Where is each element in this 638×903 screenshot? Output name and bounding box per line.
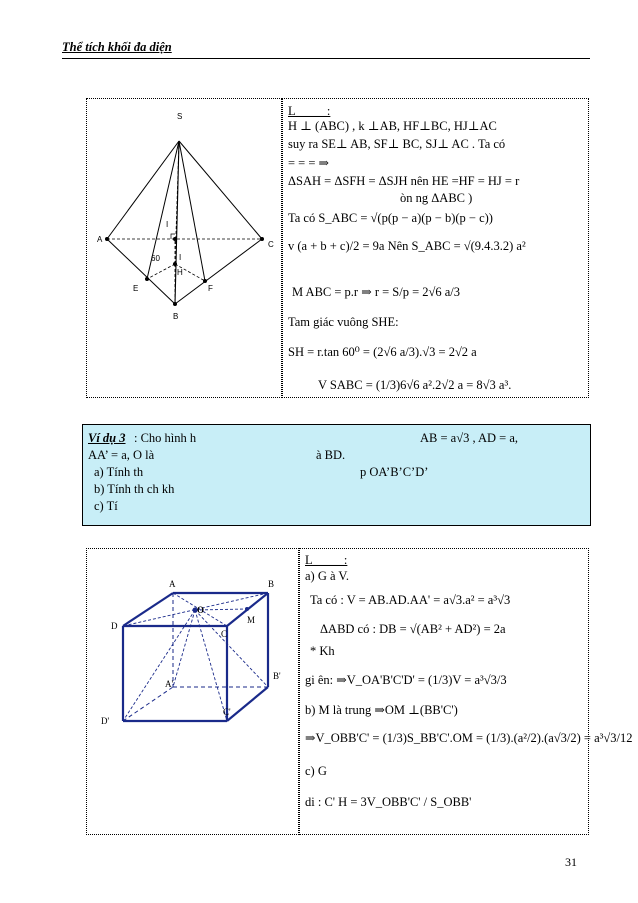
top-solution-line-2: suy ra SE⊥ AB, SF⊥ BC, SJ⊥ AC . Ta có bbox=[288, 137, 506, 151]
point-B bbox=[173, 302, 177, 306]
top-solution-line-3: = = = ⇒ bbox=[288, 156, 329, 170]
bottom-solution-line-4: * Kh bbox=[310, 644, 335, 658]
edge-D'A' bbox=[123, 687, 173, 721]
example-title: Ví dụ 3 bbox=[88, 431, 126, 445]
bottom-solution-line-6: b) M là trung ⇒OM ⊥(BB'C') bbox=[305, 703, 458, 717]
example-line-2a: AA’ = a, O là bbox=[88, 448, 155, 462]
bottom-solution-line-9: di : C' H = 3V_OBB'C' / S_OBB' bbox=[305, 795, 472, 809]
example-line-1b: AB = a√3 , AD = a, bbox=[420, 431, 519, 445]
label-I: I bbox=[166, 220, 169, 229]
example-item-c: c) Tí bbox=[94, 499, 118, 513]
bottom-solution-line-2: Ta có : V = AB.AD.AA' = a√3.a² = a³√3 bbox=[310, 593, 511, 607]
example-line-1a: : Cho hình h bbox=[134, 431, 197, 445]
prism-figure bbox=[87, 549, 300, 836]
label-E: E bbox=[133, 284, 139, 293]
top-solution-line-8: M ABC = p.r ⇒ r = S/p = 2√6 a/3 bbox=[292, 285, 461, 299]
label-H: H bbox=[177, 268, 183, 277]
example-item-a-tail: p OA’B’C’D’ bbox=[360, 465, 429, 479]
label-60: 60 bbox=[151, 254, 160, 263]
bottom-solution-heading: L_____: bbox=[305, 553, 348, 567]
top-solution-line-7: v (a + b + c)/2 = 9a Nên S_ABC = √(9.4.3.2) a² bbox=[288, 239, 526, 253]
label-M: M bbox=[247, 615, 256, 625]
label-D: D bbox=[111, 621, 118, 631]
label-D-prime: D' bbox=[101, 716, 110, 726]
top-solution-line-5: òn ng ΔABC ) bbox=[400, 191, 473, 205]
edge-AB bbox=[107, 239, 175, 304]
top-solution-heading: L_____: bbox=[288, 104, 331, 118]
page-header-title: Thể tích khối đa diện bbox=[62, 40, 172, 54]
bottom-solution-box bbox=[299, 548, 589, 835]
segment-SF bbox=[179, 141, 205, 281]
bottom-solution-line-5: gi ên: ⇒V_OA'B'C'D' = (1/3)V = a³√3/3 bbox=[305, 673, 507, 687]
point-F bbox=[203, 279, 207, 283]
label-B: B bbox=[173, 312, 179, 321]
label-C: C bbox=[221, 629, 228, 639]
label-C-prime: C' bbox=[223, 707, 231, 717]
point-C bbox=[260, 237, 264, 241]
bottom-solution-line-7: ⇒V_OBB'C' = (1/3)S_BB'C'.OM = (1/3).(a²/2).(a√3/2) = a³√3/12 bbox=[305, 731, 633, 745]
edge-SC bbox=[179, 141, 262, 239]
label-S: S bbox=[177, 112, 183, 121]
point-E bbox=[145, 277, 149, 281]
top-solution-line-4: ΔSAH = ΔSFH = ΔSJH nên HE =HF = HJ = r bbox=[288, 174, 520, 188]
label-A-prime: A' bbox=[165, 679, 174, 689]
top-figure-box bbox=[86, 98, 282, 398]
top-solution-line-1: H ⊥ (ABC) , k ⊥AB, HF⊥BC, HJ⊥AC bbox=[288, 119, 497, 133]
bottom-solution-line-8: c) G bbox=[305, 764, 327, 778]
top-solution-line-11: V SABC = (1/3)6√6 a².2√2 a = 8√3 a³. bbox=[318, 378, 512, 392]
label-B-prime: B' bbox=[273, 671, 281, 681]
label-J: I bbox=[179, 253, 182, 262]
label-O: O bbox=[197, 605, 205, 615]
edge-B'C' bbox=[227, 687, 268, 721]
bottom-figure-box bbox=[86, 548, 299, 835]
label-A: A bbox=[97, 235, 103, 244]
label-F: F bbox=[208, 284, 213, 293]
example-line-2b: à BD. bbox=[316, 448, 346, 462]
pyramid-figure bbox=[87, 99, 283, 399]
example-item-b: b) Tính th ch kh bbox=[94, 482, 175, 496]
header-rule bbox=[62, 58, 590, 59]
bottom-solution-line-1: a) G à V. bbox=[305, 569, 349, 583]
segment-OA' bbox=[173, 610, 195, 687]
label-C: C bbox=[268, 240, 274, 249]
segment-HE bbox=[147, 264, 175, 279]
example-item-a: a) Tính th bbox=[94, 465, 144, 479]
edge-DA bbox=[123, 593, 173, 626]
label-B: B bbox=[268, 579, 275, 589]
point-A bbox=[105, 237, 109, 241]
bottom-solution-line-3: ΔABD có : DB = √(AB² + AD²) = 2a bbox=[320, 622, 506, 636]
label-A: A bbox=[169, 579, 176, 589]
page-number: 31 bbox=[565, 855, 577, 869]
point-M bbox=[245, 607, 249, 611]
top-solution-line-6: Ta có S_ABC = √(p(p − a)(p − b)(p − c)) bbox=[288, 211, 493, 225]
top-solution-line-9: Tam giác vuông SHE: bbox=[288, 315, 399, 329]
edge-SB bbox=[175, 141, 182, 304]
point-H bbox=[173, 262, 177, 266]
top-solution-line-10: SH = r.tan 60⁰ = (2√6 a/3).√3 = 2√2 a bbox=[288, 345, 477, 359]
point-J bbox=[173, 237, 177, 241]
